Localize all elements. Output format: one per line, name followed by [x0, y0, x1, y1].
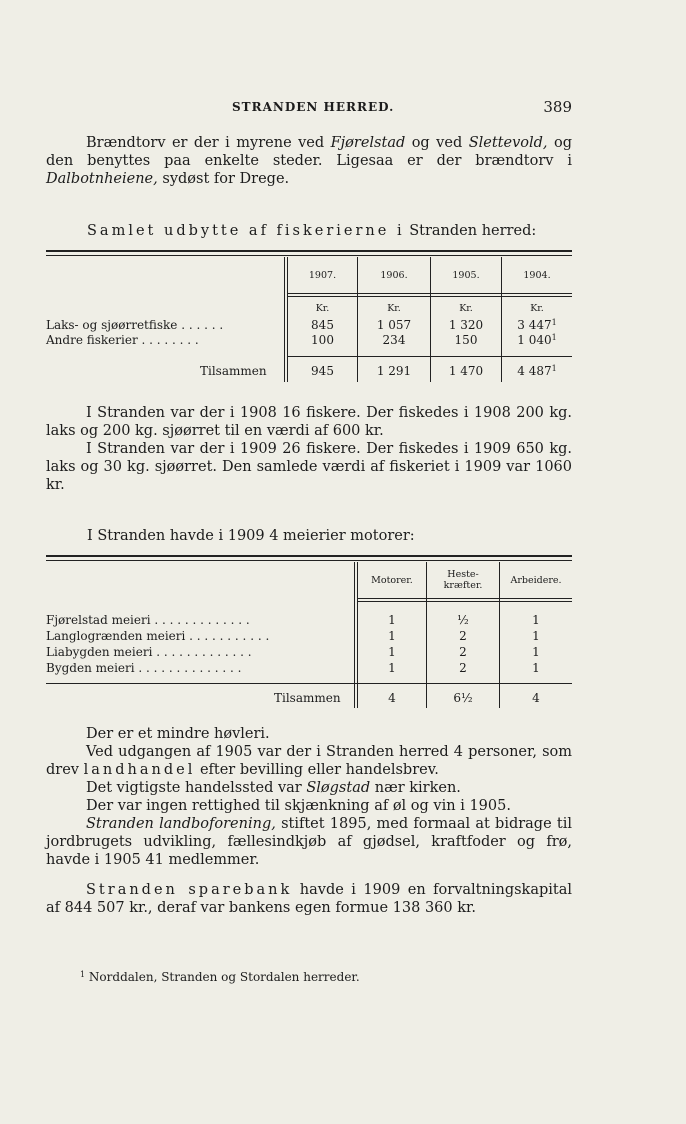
fish-vline-1: [284, 257, 285, 382]
dairy-rule-top: [46, 555, 572, 557]
misc-p2: [46, 743, 572, 779]
fish-cell: 234: [382, 333, 406, 347]
dairy-cell: 1: [532, 645, 540, 659]
misc-p1: Der er et mindre høvleri.: [86, 726, 270, 742]
fishers-paragraphs: [46, 404, 572, 494]
intro-text-3: og den benyttes paa enkelte steder. Ligesaa er der brændtorv i: [46, 135, 572, 169]
misc-p2-text-a: Ved udgangen af 1905 var der i Stranden herred 4 personer, som drev: [46, 744, 572, 778]
fish-row-label-2: Andre fiskerier . . . . . . . .: [46, 333, 199, 347]
fish-total: [502, 364, 572, 378]
intro-paragraph: [46, 134, 572, 188]
dairy-cell: 1: [388, 661, 396, 675]
header-title: STRANDEN HERRED.: [232, 100, 395, 114]
intro-text-2: og ved: [405, 135, 469, 151]
dairy-table-caption: I Stranden havde i 1909 4 meierier motorer:: [87, 528, 415, 544]
fish-year-1906: 1906.: [380, 270, 408, 281]
dairy-header-motors: Motorer.: [371, 575, 413, 586]
misc-paragraphs: [46, 725, 572, 917]
fish-rule-top: [46, 250, 572, 252]
dairy-header-hp-2: kræfter.: [443, 580, 483, 591]
footnote-marker: 1: [551, 333, 557, 342]
intro-text-1: Brændtorv er der i myrene ved: [86, 135, 331, 151]
intro-text-4: sydøst for Drege.: [157, 171, 290, 187]
dairy-rule-head-2: [358, 601, 572, 602]
dairy-total: 6½: [453, 691, 473, 705]
page-number: 389: [543, 98, 572, 116]
fish-total: 945: [311, 364, 334, 378]
fish-year-1907: 1907.: [308, 270, 337, 281]
fish-cell: 100: [311, 333, 334, 347]
misc-p4: Der var ingen rettighed til skjænkning af øl og vin i 1905.: [86, 798, 511, 814]
dairy-total: 4: [388, 691, 396, 705]
dairy-cell: 2: [459, 661, 467, 675]
fish-cell: [502, 333, 572, 347]
footnote: [80, 970, 360, 984]
misc-p2-spaced: landhandel: [83, 762, 196, 778]
fish-caption-spaced: Samlet udbytte af fiskerierne i: [87, 223, 405, 239]
dairy-row-name: Langlogrænden meieri . . . . . . . . . . .: [46, 629, 270, 643]
dairy-header-hp-1: Heste-: [447, 569, 479, 580]
fish-cell: [502, 318, 572, 332]
dairy-row-name: Liabygden meieri . . . . . . . . . . . . .: [46, 645, 252, 659]
misc-p3-place: Sløgstad: [306, 780, 371, 796]
misc-p2-text-b: efter bevilling eller handelsbrev.: [195, 762, 439, 778]
dairy-cell: 1: [388, 645, 396, 659]
fish-unit-2: Kr.: [387, 303, 401, 314]
fish-year-1905: 1905.: [452, 270, 480, 281]
fishers-p2: I Stranden var der i 1909 26 fiskere. Der fiskedes i 1909 650 kg. laks og 30 kg. sjøørret. Den samlede værdi af fiskeriet i 1909 var 1060 kr.: [46, 441, 572, 493]
footnote-marker: 1: [551, 364, 557, 373]
fish-rule-head-2: [288, 296, 572, 297]
misc-p6-spaced: Stranden sparebank: [86, 882, 293, 898]
dairy-rule-head: [358, 598, 572, 599]
dairy-cell: 2: [459, 629, 467, 643]
fish-caption-rest: Stranden herred:: [404, 223, 537, 239]
intro-place-2: Slettevold,: [468, 135, 548, 151]
dairy-cell: 1: [388, 613, 396, 627]
fish-unit-1: Kr.: [315, 303, 330, 314]
fish-cell: 1 057: [376, 318, 412, 332]
misc-p5-name: Stranden landboforening,: [86, 816, 276, 832]
dairy-cell: 2: [459, 645, 467, 659]
fish-rule-top-2: [46, 255, 572, 256]
fish-cell-value: 3 447: [517, 318, 552, 332]
fish-unit-3: Kr.: [459, 303, 473, 314]
fish-cell-value: 1 040: [517, 333, 552, 347]
misc-p6: [46, 881, 572, 917]
misc-p3-text-a: Det vigtigste handelssted var: [86, 780, 307, 796]
dairy-cell: 1: [532, 613, 540, 627]
fish-year-1904: 1904.: [523, 270, 551, 281]
fish-total: 1 470: [448, 364, 484, 378]
dairy-vline-1: [354, 562, 355, 708]
fish-unit-4: Kr.: [530, 303, 544, 314]
footnote-marker: 1: [551, 318, 557, 327]
misc-p5-text: stiftet 1895, med formaal at bidrage til jordbrugets udvikling, fællesindkjøb af gjødsel, kraftfoder og frø, havde i 1905 41 medlemmer.: [46, 816, 573, 868]
fish-row-label-1: Laks- og sjøørretfiske . . . . . .: [46, 318, 224, 332]
fish-cell: 1 320: [448, 318, 484, 332]
footnote-text: Norddalen, Stranden og Stordalen herreder.: [88, 970, 360, 984]
dairy-total-label: Tilsammen: [274, 691, 341, 705]
dairy-row-name: Bygden meieri . . . . . . . . . . . . . .: [46, 661, 242, 675]
footnote-number: 1: [80, 970, 86, 979]
fish-rule-head: [288, 293, 572, 294]
fishers-p1: I Stranden var der i 1908 16 fiskere. Der fiskedes i 1908 200 kg. laks og 200 kg. sjøørret til en værdi af 600 kr.: [46, 405, 572, 439]
dairy-cell: ½: [457, 613, 469, 627]
intro-place-1: Fjørelstad: [330, 135, 406, 151]
dairy-cell: 1: [532, 661, 540, 675]
dairy-rule-sum: [46, 683, 572, 684]
fish-rule-sum: [288, 356, 572, 357]
misc-p3: [46, 779, 572, 797]
fish-cell: 150: [454, 333, 478, 347]
misc-p6-text: havde i 1909 en forvaltningskapital af 844 507 kr., deraf var bankens egen formue 138 360 kr.: [46, 882, 573, 916]
dairy-row-name: Fjørelstad meieri . . . . . . . . . . . . .: [46, 613, 250, 627]
dairy-header-workers: Arbeidere.: [510, 575, 562, 586]
misc-p5: [46, 815, 572, 869]
dairy-cell: 1: [532, 629, 540, 643]
dairy-rule-top-2: [46, 560, 572, 561]
fish-total: 1 291: [376, 364, 412, 378]
running-header: [46, 100, 572, 118]
intro-place-3: Dalbotnheiene,: [46, 171, 158, 187]
fish-total-value: 4 487: [517, 364, 552, 378]
dairy-cell: 1: [388, 629, 396, 643]
fish-cell: 845: [311, 318, 334, 332]
fish-table-caption: [87, 223, 536, 239]
fish-total-label: Tilsammen: [200, 364, 267, 378]
dairy-total: 4: [532, 691, 540, 705]
misc-p3-text-b: nær kirken.: [370, 780, 461, 796]
